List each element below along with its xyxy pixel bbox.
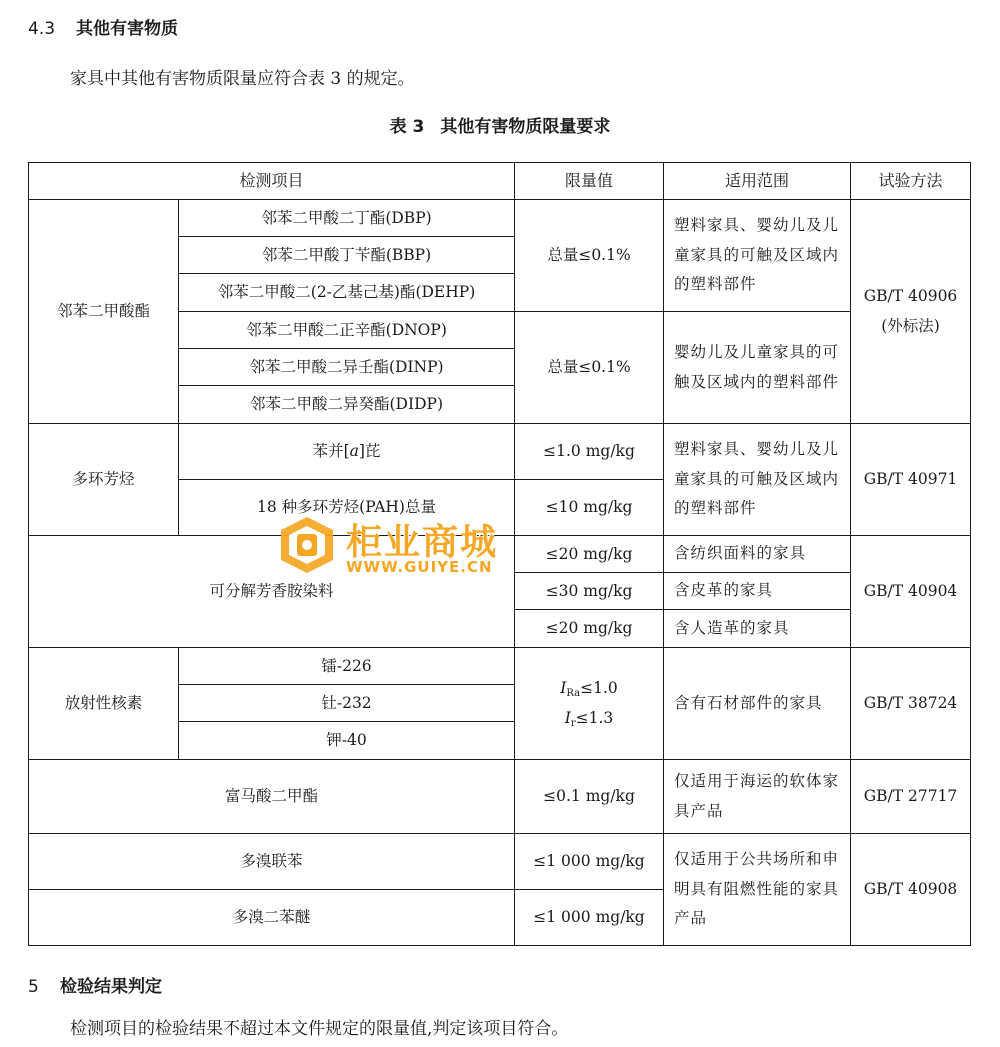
- section-title: 检验结果判定: [60, 977, 162, 997]
- table-row: [29, 424, 971, 480]
- pah-scope: 塑料家具、婴幼儿及儿童家具的可触及区域内的塑料部件: [664, 424, 851, 536]
- radio-method: GB/T 38724: [851, 648, 971, 760]
- method-text: GB/T 40906 (外标法): [863, 287, 958, 335]
- phthalate-item: 邻苯二甲酸二正辛酯(DNOP): [179, 312, 515, 349]
- pah-limit-1: ≤1.0 mg/kg: [515, 424, 664, 480]
- section-number: 5: [28, 977, 39, 997]
- azo-limit: ≤20 mg/kg: [515, 536, 664, 573]
- watermark: [276, 512, 512, 580]
- radio-item: 钾-40: [179, 722, 515, 760]
- phthalate-method: [851, 200, 971, 424]
- section-5-heading: [28, 972, 162, 997]
- phthalates-group: 邻苯二甲酸酯: [29, 200, 179, 424]
- phthalate-scope-1: 塑料家具、婴幼儿及儿童家具的可触及区域内的塑料部件: [664, 200, 851, 312]
- table-row: [29, 648, 971, 685]
- watermark-url: WWW.GUIYE.CN: [346, 558, 493, 576]
- azo-scope: 含皮革的家具: [664, 573, 851, 610]
- pbb-limit: ≤1 000 mg/kg: [515, 834, 664, 890]
- phthalate-item: 邻苯二甲酸二异壬酯(DINP): [179, 349, 515, 386]
- pah-group: 多环芳烃: [29, 424, 179, 536]
- radio-limit-1-value: ≤1.0: [580, 679, 618, 698]
- radio-scope: 含有石材部件的家具: [664, 648, 851, 760]
- radio-group: 放射性核素: [29, 648, 179, 760]
- dmf-scope: 仅适用于海运的软体家具产品: [664, 760, 851, 834]
- pah-limit-2: ≤10 mg/kg: [515, 480, 664, 536]
- radio-limit-2-symbol: I: [564, 708, 571, 727]
- phthalate-scope-2: 婴幼儿及儿童家具的可触及区域内的塑料部件: [664, 312, 851, 424]
- section-number: 4.3: [28, 19, 56, 39]
- azo-scope: 含人造革的家具: [664, 610, 851, 648]
- table-row: [29, 834, 971, 890]
- flame-scope: 仅适用于公共场所和申明具有阻燃性能的家具产品: [664, 834, 851, 946]
- radio-limit: [515, 648, 664, 760]
- phthalate-item: 邻苯二甲酸二异癸酯(DIDP): [179, 386, 515, 424]
- pah-method: GB/T 40971: [851, 424, 971, 536]
- radio-item: 镭-226: [179, 648, 515, 685]
- pah-item-2: 18 种多环芳烃(PAH)总量: [179, 480, 515, 536]
- header-method: 试验方法: [851, 163, 971, 200]
- radio-limit-2-value: ≤1.3: [575, 708, 614, 727]
- section-title: 其他有害物质: [76, 19, 178, 39]
- phthalate-limit-1: 总量≤0.1%: [515, 200, 664, 312]
- dmf-limit: ≤0.1 mg/kg: [515, 760, 664, 834]
- watermark-name: 柜业商城: [346, 522, 499, 563]
- azo-method: GB/T 40904: [851, 536, 971, 648]
- radio-limit-1-symbol: I: [560, 679, 567, 698]
- radio-limit-1: [519, 674, 659, 703]
- radio-limit-1-sub: Ra: [566, 688, 581, 700]
- pah-item-1-pre: 苯并[: [312, 442, 350, 461]
- table-row: [29, 200, 971, 237]
- intro-paragraph: 家具中其他有害物质限量应符合表 3 的规定。: [70, 69, 415, 89]
- dmf-method: GB/T 27717: [851, 760, 971, 834]
- section-4-3-heading: [28, 14, 178, 39]
- pah-item-1: [179, 424, 515, 480]
- header-item: 检测项目: [29, 163, 515, 200]
- azo-limit: ≤30 mg/kg: [515, 573, 664, 610]
- conclusion-paragraph: 检测项目的检验结果不超过本文件规定的限量值,判定该项目符合。: [70, 1019, 569, 1039]
- azo-group: 可分解芳香胺染料: [29, 536, 515, 648]
- phthalate-item: 邻苯二甲酸二丁酯(DBP): [179, 200, 515, 237]
- shop-logo-icon: [276, 514, 338, 576]
- radio-item: 钍-232: [179, 685, 515, 722]
- pah-item-1-italic: a: [349, 442, 359, 461]
- radio-limit-2: [519, 704, 659, 733]
- pbde-limit: ≤1 000 mg/kg: [515, 890, 664, 946]
- table-title: 其他有害物质限量要求: [440, 117, 611, 137]
- radio-limit-2-sub: r: [570, 717, 576, 729]
- table-row: [29, 760, 971, 834]
- table-caption: [0, 112, 1000, 137]
- azo-limit: ≤20 mg/kg: [515, 610, 664, 648]
- pbde-item: 多溴二苯醚: [29, 890, 515, 946]
- pah-item-1-post: ]芘: [358, 442, 381, 461]
- table-number: 表 3: [389, 117, 425, 137]
- header-limit: 限量值: [515, 163, 664, 200]
- pbb-item: 多溴联苯: [29, 834, 515, 890]
- phthalate-limit-2: 总量≤0.1%: [515, 312, 664, 424]
- table-header-row: [29, 163, 971, 200]
- azo-scope: 含纺织面料的家具: [664, 536, 851, 573]
- header-scope: 适用范围: [664, 163, 851, 200]
- flame-method: GB/T 40908: [851, 834, 971, 946]
- phthalate-item: 邻苯二甲酸丁苄酯(BBP): [179, 237, 515, 274]
- dmf-group: 富马酸二甲酯: [29, 760, 515, 834]
- phthalate-item: 邻苯二甲酸二(2-乙基己基)酯(DEHP): [179, 274, 515, 312]
